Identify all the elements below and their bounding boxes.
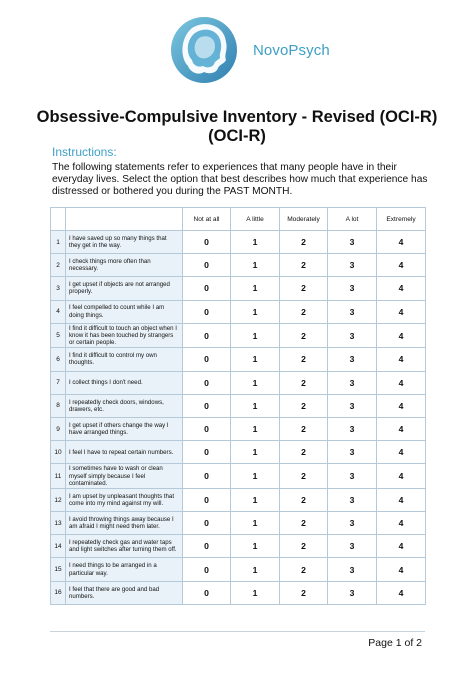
header-a-lot: A lot [328,208,377,231]
score-option-1[interactable]: 1 [231,277,280,300]
score-option-2[interactable]: 2 [280,488,328,511]
score-option-4[interactable]: 4 [377,488,426,511]
score-option-2[interactable]: 2 [280,231,328,254]
item-statement: I check things more often than necessary. [66,254,183,277]
item-number: 12 [51,488,66,511]
score-option-3[interactable]: 3 [328,441,377,464]
score-option-0[interactable]: 0 [183,464,231,489]
score-option-2[interactable]: 2 [280,417,328,440]
item-number: 6 [51,348,66,371]
page-title [0,108,474,146]
item-statement: I am upset by unpleasant thoughts that come into my mind against my will. [66,488,183,511]
item-number: 4 [51,300,66,323]
score-option-4[interactable]: 4 [377,417,426,440]
item-statement: I feel compelled to count while I am doing things. [66,300,183,323]
score-option-0[interactable]: 0 [183,323,231,348]
score-option-1[interactable]: 1 [231,488,280,511]
score-option-2[interactable]: 2 [280,348,328,371]
header-extremely: Extremely [377,208,426,231]
item-number: 16 [51,581,66,604]
score-option-1[interactable]: 1 [231,231,280,254]
table-body [51,231,426,605]
score-option-4[interactable]: 4 [377,535,426,558]
item-statement: I need things to be arranged in a particular way. [66,558,183,581]
score-option-1[interactable]: 1 [231,417,280,440]
score-option-3[interactable]: 3 [328,300,377,323]
score-option-0[interactable]: 0 [183,277,231,300]
header-not-at-all: Not at all [183,208,231,231]
score-option-2[interactable]: 2 [280,277,328,300]
table-row [51,323,426,348]
item-statement: I feel I have to repeat certain numbers. [66,441,183,464]
item-number: 5 [51,323,66,348]
score-option-0[interactable]: 0 [183,394,231,417]
score-option-0[interactable]: 0 [183,558,231,581]
table-row [51,231,426,254]
header-moderately: Moderately [280,208,328,231]
score-option-0[interactable]: 0 [183,371,231,394]
item-statement: I feel that there are good and bad numbers. [66,581,183,604]
footer-divider [50,631,425,632]
score-option-0[interactable]: 0 [183,300,231,323]
item-number: 7 [51,371,66,394]
score-option-3[interactable]: 3 [328,254,377,277]
header [0,14,474,86]
item-number: 15 [51,558,66,581]
score-option-4[interactable]: 4 [377,371,426,394]
score-option-3[interactable]: 3 [328,581,377,604]
score-option-3[interactable]: 3 [328,348,377,371]
score-option-2[interactable]: 2 [280,300,328,323]
item-statement: I get upset if others change the way I have arranged things. [66,417,183,440]
score-option-3[interactable]: 3 [328,488,377,511]
score-option-1[interactable]: 1 [231,512,280,535]
score-option-2[interactable]: 2 [280,323,328,348]
score-option-3[interactable]: 3 [328,394,377,417]
score-option-0[interactable]: 0 [183,488,231,511]
score-option-1[interactable]: 1 [231,394,280,417]
score-option-1[interactable]: 1 [231,581,280,604]
score-option-4[interactable]: 4 [377,323,426,348]
item-statement: I avoid throwing things away because I am afraid I might need them later. [66,512,183,535]
item-statement: I collect things I don't need. [66,371,183,394]
header-blank-number [51,208,66,231]
item-number: 9 [51,417,66,440]
score-option-3[interactable]: 3 [328,512,377,535]
score-option-2[interactable]: 2 [280,512,328,535]
score-option-3[interactable]: 3 [328,371,377,394]
table-row [51,512,426,535]
score-option-0[interactable]: 0 [183,254,231,277]
score-option-4[interactable]: 4 [377,464,426,489]
score-option-0[interactable]: 0 [183,231,231,254]
score-option-1[interactable]: 1 [231,441,280,464]
score-option-1[interactable]: 1 [231,535,280,558]
score-option-4[interactable]: 4 [377,394,426,417]
title-line-2: (OCI-R) [208,127,266,145]
score-option-0[interactable]: 0 [183,512,231,535]
table-row [51,558,426,581]
score-option-4[interactable]: 4 [377,277,426,300]
score-option-3[interactable]: 3 [328,558,377,581]
item-number: 3 [51,277,66,300]
score-option-1[interactable]: 1 [231,323,280,348]
header-blank-statement [66,208,183,231]
item-number: 8 [51,394,66,417]
table-row [51,277,426,300]
score-option-1[interactable]: 1 [231,464,280,489]
item-number: 1 [51,231,66,254]
item-statement: I sometimes have to wash or clean myself simply because I feel contaminated. [66,464,183,489]
score-option-2[interactable]: 2 [280,254,328,277]
table-row [51,488,426,511]
table-row [51,348,426,371]
score-option-1[interactable]: 1 [231,371,280,394]
table-row [51,371,426,394]
title-line-1: Obsessive-Compulsive Inventory - Revised (OCI-R) [36,108,438,126]
score-option-4[interactable]: 4 [377,348,426,371]
score-option-1[interactable]: 1 [231,254,280,277]
score-option-3[interactable]: 3 [328,535,377,558]
score-option-0[interactable]: 0 [183,581,231,604]
score-option-3[interactable]: 3 [328,464,377,489]
score-option-2[interactable]: 2 [280,441,328,464]
table-row [51,535,426,558]
table-row [51,581,426,604]
table-row [51,417,426,440]
score-option-0[interactable]: 0 [183,535,231,558]
page-number: Page 1 of 2 [368,637,422,649]
brand-name: NovoPsych [253,42,330,59]
score-option-4[interactable]: 4 [377,300,426,323]
score-option-2[interactable]: 2 [280,371,328,394]
score-option-1[interactable]: 1 [231,300,280,323]
score-option-0[interactable]: 0 [183,441,231,464]
instructions-text: The following statements refer to experiences that many people have in their everyday lives. Select the option that best describes how much that experience has distressed or bothered you during the PAST MONTH. [52,162,428,197]
item-statement: I have saved up so many things that they get in the way. [66,231,183,254]
score-option-4[interactable]: 4 [377,512,426,535]
table-row [51,441,426,464]
item-number: 11 [51,464,66,489]
score-option-4[interactable]: 4 [377,581,426,604]
header-a-little: A little [231,208,280,231]
score-option-3[interactable]: 3 [328,231,377,254]
table-row [51,300,426,323]
table-row [51,254,426,277]
item-number: 10 [51,441,66,464]
score-option-2[interactable]: 2 [280,558,328,581]
item-number: 13 [51,512,66,535]
score-option-1[interactable]: 1 [231,348,280,371]
score-option-3[interactable]: 3 [328,417,377,440]
item-statement: I repeatedly check doors, windows, drawers, etc. [66,394,183,417]
item-number: 14 [51,535,66,558]
score-option-4[interactable]: 4 [377,558,426,581]
table-header-row [51,208,426,231]
novopsych-head-logo-icon [168,14,244,86]
score-option-4[interactable]: 4 [377,441,426,464]
score-option-4[interactable]: 4 [377,231,426,254]
instructions-heading: Instructions: [52,145,117,159]
item-statement: I find it difficult to touch an object when I know it has been touched by strangers or certain people. [66,323,183,348]
item-number: 2 [51,254,66,277]
score-option-4[interactable]: 4 [377,254,426,277]
item-statement: I repeatedly check gas and water taps and light switches after turning them off. [66,535,183,558]
score-option-1[interactable]: 1 [231,558,280,581]
score-option-2[interactable]: 2 [280,581,328,604]
score-option-2[interactable]: 2 [280,394,328,417]
score-option-0[interactable]: 0 [183,417,231,440]
oci-r-items-table [50,207,426,605]
table-row [51,394,426,417]
score-option-2[interactable]: 2 [280,464,328,489]
score-option-0[interactable]: 0 [183,348,231,371]
table-row [51,464,426,489]
item-statement: I get upset if objects are not arranged properly. [66,277,183,300]
item-statement: I find it difficult to control my own thoughts. [66,348,183,371]
score-option-3[interactable]: 3 [328,323,377,348]
score-option-2[interactable]: 2 [280,535,328,558]
score-option-3[interactable]: 3 [328,277,377,300]
